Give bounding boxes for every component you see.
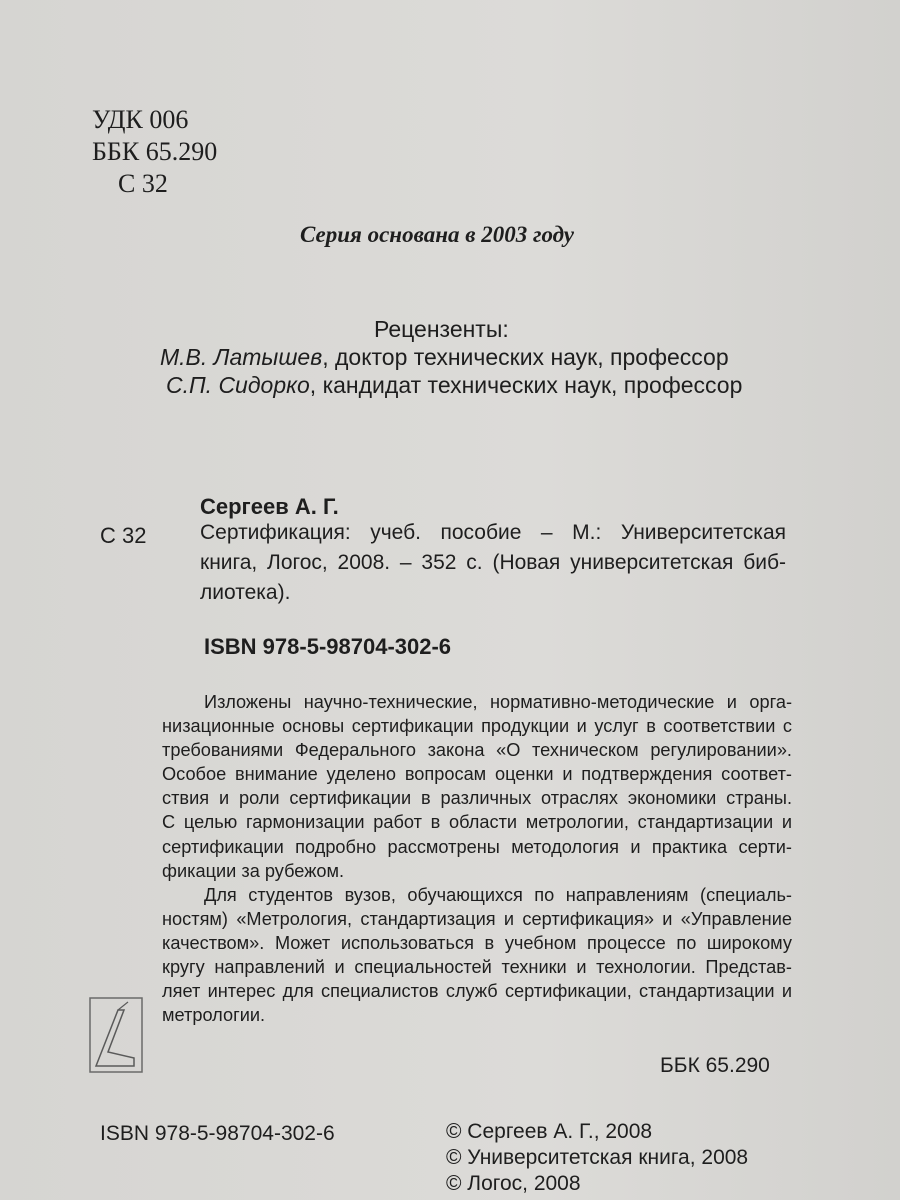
abstract-line: фикации за рубежом. xyxy=(162,860,345,881)
abstract-line: сертификации подробно рассмотрены методология и практика серти- xyxy=(162,836,792,857)
bbk-code: ББК 65.290 xyxy=(92,137,218,166)
abstract-line: С целью гармонизации работ в области метрологии, стандартизации и xyxy=(162,812,792,833)
bib-line: Сертификация: учеб. пособие – М.: Университетская xyxy=(200,521,786,544)
reviewer-1-desc: , доктор технических наук, профессор xyxy=(322,344,729,370)
reviewer-2-desc: , кандидат технических наук, профессор xyxy=(309,372,743,398)
abstract-line: ствия и роли сертификации в различных отраслях экономики страны. xyxy=(162,788,792,809)
reviewer-2 xyxy=(166,372,742,399)
copyright-publisher-2: © Логос, 2008 xyxy=(446,1172,581,1195)
abstract-line: ностям) «Метрология, стандартизация и сертификация» и «Управление xyxy=(162,908,792,929)
udk-code: УДК 006 xyxy=(92,105,189,134)
publisher-logo-icon xyxy=(88,996,144,1074)
bib-description xyxy=(200,518,786,608)
reviewers-title: Рецензенты: xyxy=(374,316,509,342)
bib-code: С 32 xyxy=(100,523,147,548)
abstract-line: кругу направлений и специальностей техники и технологии. Представ- xyxy=(162,957,792,978)
isbn-footer: ISBN 978-5-98704-302-6 xyxy=(100,1122,335,1145)
copyright-publisher-1: © Университетская книга, 2008 xyxy=(446,1146,749,1169)
abstract-line: Для студентов вузов, обучающихся по направлениям (специаль- xyxy=(204,884,792,905)
abstract-line: метрологии. xyxy=(162,1005,266,1026)
series-note: Серия основана в 2003 году xyxy=(300,222,574,247)
copyright-author: © Сергеев А. Г., 2008 xyxy=(446,1120,653,1143)
bib-line: лиотека). xyxy=(200,581,291,604)
abstract-line: Особое внимание уделено вопросам оценки и подтверждения соответ- xyxy=(162,764,792,785)
isbn-main: ISBN 978-5-98704-302-6 xyxy=(204,634,452,659)
abstract-line: ляет интерес для специалистов служб сертификации, стандартизации и xyxy=(162,981,792,1002)
bib-line: книга, Логос, 2008. – 352 с. (Новая университетская биб- xyxy=(200,551,786,574)
reviewer-2-name: С.П. Сидорко xyxy=(166,372,310,398)
abstract-line: низационные основы сертификации продукции и услуг в соответствии с xyxy=(162,716,792,737)
abstract-line: требованиями Федерального закона «О техническом регулировании». xyxy=(162,740,792,761)
bib-author: Сергеев А. Г. xyxy=(200,494,339,519)
abstract-line: качеством». Может использоваться в учебном процессе по широкому xyxy=(162,932,792,953)
author-code: С 32 xyxy=(118,169,168,198)
abstract-line: Изложены научно-технические, нормативно-методические и орга- xyxy=(204,692,792,712)
reviewer-1-name: М.В. Латышев xyxy=(160,344,323,370)
bbk-footer: ББК 65.290 xyxy=(660,1054,770,1077)
reviewer-1 xyxy=(160,344,729,371)
abstract xyxy=(162,690,792,1027)
